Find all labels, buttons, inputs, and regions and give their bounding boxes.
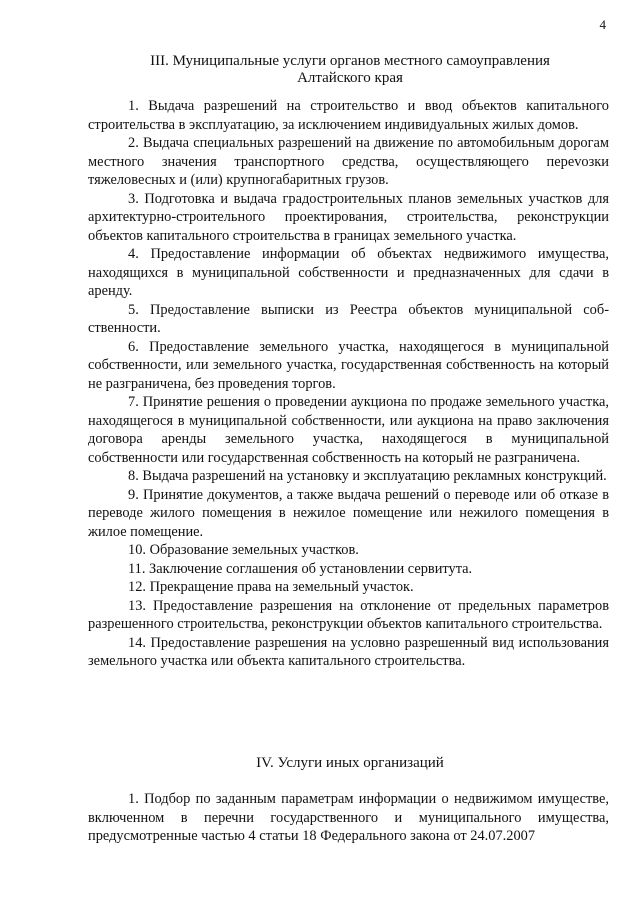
section-3-title-line-2: Алтайского края bbox=[297, 70, 403, 86]
section-3-title bbox=[90, 53, 610, 87]
list-item: 11. Заключение соглашения об установлении сервитута. bbox=[128, 560, 473, 577]
section-3-title-line-1: III. Муниципальные услуги органов местного самоуправления bbox=[150, 53, 550, 69]
list-item: 1. Выдача разрешений на строительство и ввод объектов капитального строительства в эксплуатацию, за исключением индивидуальных жилых домов. bbox=[88, 98, 609, 133]
list-item: 14. Предоставление разрешения на условно разрешенный вид использования земельного участка или объекта капитального строительства. bbox=[88, 634, 609, 669]
list-item: 9. Принятие документов, а также выдача решений о переводе или об отказе в переводе жилого помещения в нежилое помещение или нежилого помещения в жилое помещение. bbox=[88, 486, 609, 540]
list-item: 10. Образование земельных участков. bbox=[128, 542, 359, 558]
section-4-title: IV. Услуги иных организаций bbox=[256, 755, 444, 771]
list-item: 7. Принятие решения о проведении аукциона по продаже земельного участка, находящегося в муниципальной собственности, или аукциона на право заключения договора аренды земельного участка, находящегося в муниципальной собственности или государственная собственность на который не разграничена. bbox=[88, 394, 609, 466]
list-item: 2. Выдача специальных разрешений на движение по автомобильным дорогам местного значения транспортного средства, осуществляющего переvозки тяжеловесных и (или) крупногабаритных грузов. bbox=[88, 135, 609, 188]
list-item: 3. Подготовка и выдача градостроительных планов земельных участков для архитектурно-строительного проектирования, строительства, реконструкции объектов капитального строительства в границах земельного участка. bbox=[88, 190, 609, 244]
list-item: 13. Предоставление разрешения на отклонение от предельных параметров разрешенного строительства, реконструкции объектов капитального строительства. bbox=[88, 597, 609, 632]
list-item: 6. Предоставление земельного участка, находящегося в муниципальной собственности, или земельного участка, государственная собственность на который не разграничена, без проведения торгов. bbox=[88, 338, 609, 392]
list-item: 5. Предоставление выписки из Реестра объектов муниципальной собственности. bbox=[88, 301, 609, 336]
list-item: 8. Выдача разрешений на установку и эксплуатацию рекламных конструкций. bbox=[128, 468, 607, 484]
list-item: 4. Предоставление информации об объектах недвижимого имущества, находящихся в муниципальной собственности и предназначенных для сдачи в аренду. bbox=[88, 246, 609, 299]
section-4-list bbox=[88, 790, 609, 846]
page-number: 4 bbox=[599, 17, 606, 32]
list-item: 1. Подбор по заданным параметрам информации о недвижимом имуществе, включенном в перечни государственного и муниципального имущества, предусмотренные частью 4 статьи 18 Федерального закона от 24.07.2007 bbox=[88, 791, 609, 844]
list-item: 12. Прекращение права на земельный участок. bbox=[128, 579, 414, 595]
section-3-list bbox=[88, 97, 609, 671]
